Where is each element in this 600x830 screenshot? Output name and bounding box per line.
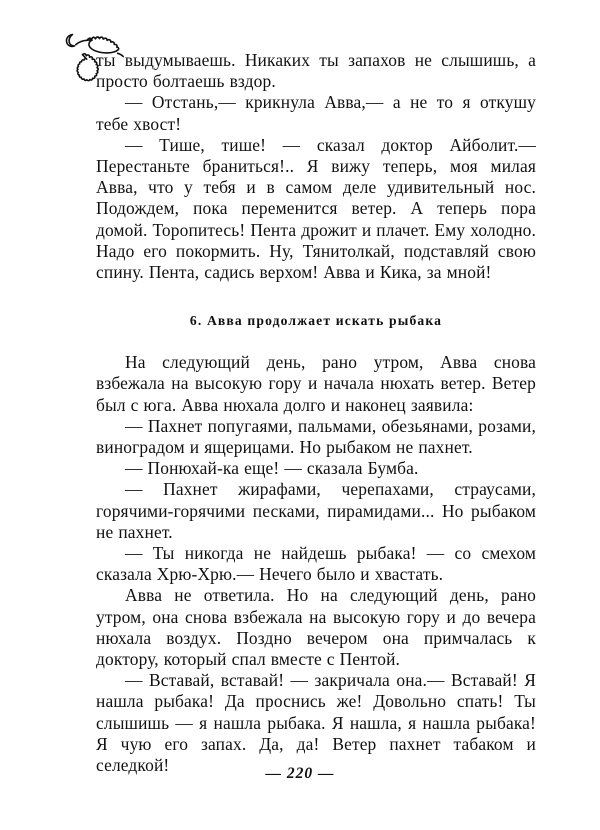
paragraph-smells-parrots: — Пахнет попугаями, пальмами, обезьянами, розами, виноградом и ящерицами. Но рыбаком не пахнет.: [96, 415, 536, 458]
paragraph-wake-up: — Вставай, вставай! — закричала она.— Вставай! Я нашла рыбака! Да проснись же! Довольно спать! Ты слышишь — я нашла рыбака. Я нашла, я нашла рыбака! Я чую его запах. Да, да! Ветер пахнет табаком и селедкой!: [96, 670, 536, 776]
paragraph-dialogue-tishe: — Тише, тише! — сказал доктор Айболит.— Перестаньте браниться!.. Я вижу теперь, моя милая Авва, что у тебя и в самом деле удивительный нос. Подождем, пока переменится ветер. А теперь пора домой. Торопитесь! Пента дрожит и плачет. Ему холодно. Надо его покормить. Ну, Тянитолкай, подставляй свою спину. Пента, садись верхом! Авва и Кика, за мной!: [96, 134, 536, 283]
paragraph-smells-giraffes: — Пахнет жирафами, черепахами, страусами, горячими-горячими песками, пирамидами... Но рыбаком не пахнет.: [96, 479, 536, 542]
paragraph-no-answer: Авва не ответила. Но на следующий день, рано утром, она снова взбежала на высокую гору и до вечера нюхала воздух. Поздно вечером она примчалась к доктору, который спал вместе с Пентой.: [96, 585, 536, 670]
paragraph-next-day: На следующий день, рано утром, Авва снова взбежала на высокую гору и начала нюхать ветер. Ветер был с юга. Авва нюхала долго и наконец заявила:: [96, 352, 536, 415]
text-column: [96, 50, 536, 776]
paragraph-sniff-more: — Понюхай-ка еще! — сказала Бумба.: [125, 458, 419, 479]
paragraph-dialogue-otstan: — Отстань,— крикнула Авва,— а не то я откушу тебе хвост!: [96, 92, 536, 134]
chapter-heading: 6. Авва продолжает искать рыбака: [189, 313, 443, 329]
paragraph-continuation: ты выдумываешь. Никаких ты запахов не слышишь, а просто болтаешь вздор.: [96, 50, 536, 92]
paragraph-never-find: — Ты никогда не найдешь рыбака! — со смехом сказала Хрю-Хрю.— Нечего было и хвастать.: [96, 543, 536, 585]
page-number: — 220 —: [265, 765, 335, 782]
